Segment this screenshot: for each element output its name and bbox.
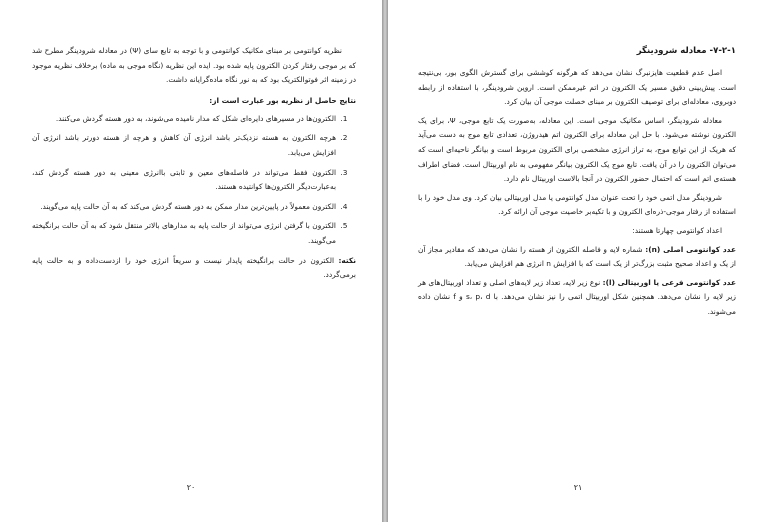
principal-quantum-number <box>418 243 736 272</box>
secondary-quantum-number <box>418 276 736 320</box>
list-item: 1. الکترون‌ها در مسیرهای دایره‌ای شکل که مدار نامیده می‌شوند، به دور هسته گردش می‌کنند. <box>32 112 338 127</box>
list-item: 3. الکترون فقط می‌تواند در فاصله‌های معین و ثابتی باانرژی معینی به دور هسته گردش کند، به‌عبارت‌دیگر الکترون‌ها کوانتیده هستند. <box>32 166 338 195</box>
left-page <box>0 0 382 522</box>
section-heading: ۷-۲-۱- معادله شرودینگر <box>636 46 736 56</box>
left-page-text <box>32 44 356 283</box>
list-item: 5. الکترون با گرفتن انرژی می‌تواند از حالت پایه به مدارهای بالاتر منتقل شود که به آن حالت برانگیخته می‌گویند. <box>32 219 338 248</box>
right-page-text <box>418 44 736 320</box>
intro-paragraph: نظریه کوانتومی بر مبنای مکانیک کوانتومی و با توجه به تابع سای (Ψ) در معادله شرودینگر مطرح شد که بر موجی رفتار کردن الکترون پایه شده بود. ایده این نظریه (نگاه موجی به ماده) برخلاف نظریه موجود در زمینه اثر فوتوالکتریک بود که به نور نگاه ماده‌گرایانه داشت. <box>32 46 356 85</box>
paragraph-orbital-model: شرودینگر مدل اتمی خود را تحت عنوان مدل کوانتومی یا مدل اوربیتالی بیان کرد. وی مدل خود را با استفاده از رفتار موجی-ذره‌ای الکترون و با تکیه‌بر خاصیت موجی آن ارائه کرد. <box>418 192 736 217</box>
page-number-left: ۲۰ <box>186 483 196 492</box>
secondary-lead: عدد کوانتومی فرعی یا اوربیتالی (l): <box>602 277 736 287</box>
note-paragraph <box>32 254 356 283</box>
results-list <box>32 112 356 249</box>
principal-lead: عدد کوانتومی اصلی (n): <box>645 244 736 254</box>
secondary-text: نوع زیر لایه، تعداد زیر لایه‌های اصلی و تعداد اوربیتال‌های هر زیر لایه را نشان می‌دهد. همچنین شکل اوربیتال اتمی را نیز نشان می‌دهد. با s، p، d و f نشان داده می‌شوند. <box>418 277 736 316</box>
results-heading: نتایج حاصل از نظریه بور عبارت است از: <box>209 95 356 105</box>
page-number-right: ۲۱ <box>573 483 583 492</box>
principal-text: شماره لایه و فاصله الکترون از هسته را نشان می‌دهد که مقادیر مجاز آن از یک و اعداد صحیح مثبت بزرگ‌تر از یک است که با افزایش n انرژی هم افزایش می‌یابد. <box>418 244 736 269</box>
list-item: 2. هرچه الکترون به هسته نزدیک‌تر باشد انرژی آن کاهش و هرچه از هسته دورتر باشد انرژی آن افزایش می‌یابد. <box>32 131 338 160</box>
quantum-numbers-intro: اعداد کوانتومی چهارتا هستند: <box>632 225 722 235</box>
paragraph-wave-equation: معادله شرودینگر، اساس مکانیک موجی است. این معادله، به‌صورت یک تابع موجی، Ψ، برای یک الکترون نوشته می‌شود. با حل این معادله برای الکترون اتم هیدروژن، تعدادی تابع موج به دست می‌آید که هریک از این توابع موج، به تراز انرژی مشخصی برای الکترون مربوط است و بیانگر ناحیه‌ای است که می‌توان الکترون را در آن یافت. تابع موج یک الکترون بیانگر مفهومی به نام اوربیتال است. فضای اطراف هسته‌ی اتم است که احتمال حضور الکترون در آنجا بالاست اوربیتال نام دارد. <box>418 115 736 184</box>
right-page <box>388 0 768 522</box>
note-label: نکته: <box>338 255 356 265</box>
paragraph-uncertainty: اصل عدم قطعیت هایزنبرگ نشان می‌دهد که هرگونه کوششی برای گسترش الگوی بور، بی‌نتیجه است. پیش‌بینی دقیق مسیر یک الکترون در اتم غیرممکن است. اروین شرودینگر، با استفاده از رابطه دوبروی، معادله‌ای برای توصیف الکترون بر مبنای خصلت موجی آن بیان کرد. <box>418 68 736 107</box>
note-text: الکترون در حالت برانگیخته پایدار نیست و سریعاً انرژی خود را ازدست‌داده و به حالت پایه برمی‌گردد. <box>32 255 356 280</box>
list-item: 4. الکترون معمولاً در پایین‌ترین مدار ممکن به دور هسته گردش می‌کند که به آن حالت پایه می‌گویند. <box>32 200 338 215</box>
